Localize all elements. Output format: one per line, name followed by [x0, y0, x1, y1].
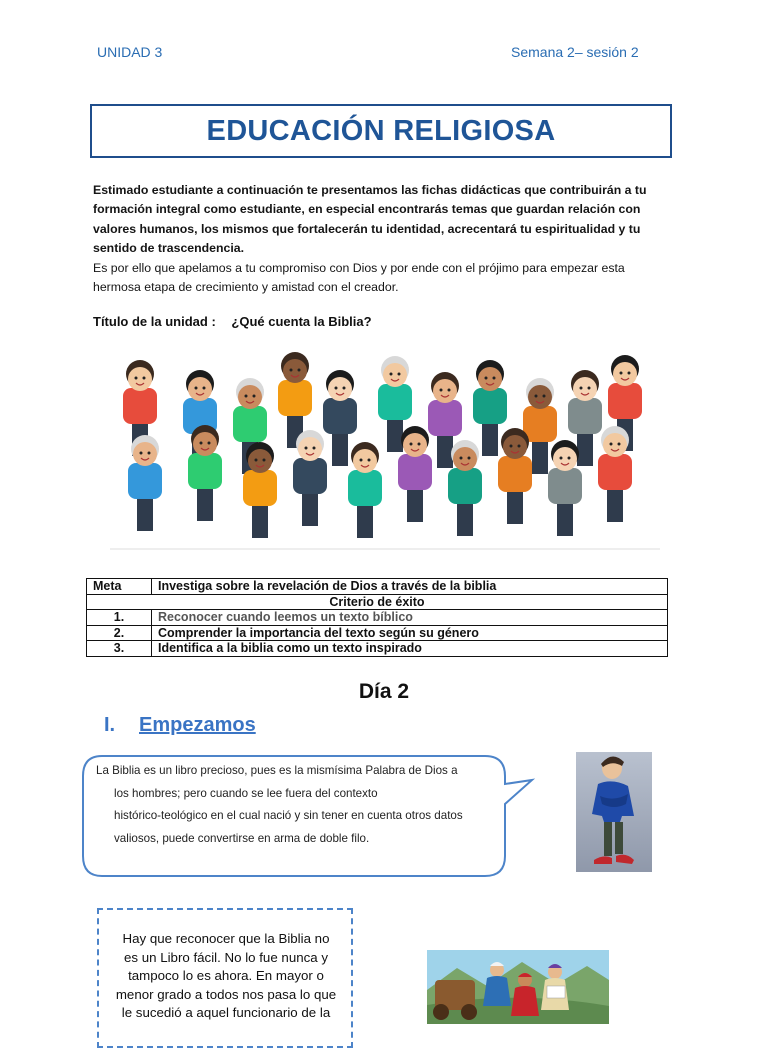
week-session-label: Semana 2– sesión 2: [511, 44, 639, 60]
table-row: [87, 641, 668, 657]
people-group-illustration: [110, 338, 660, 553]
criteria-number: 3.: [87, 641, 152, 657]
bubble-line: histórico-teológico en el cual nació y sin tener en cuenta otros datos: [114, 809, 463, 822]
unit-title-value: ¿Qué cuenta la Biblia?: [231, 314, 372, 329]
dashed-box-line: menor grado a todos nos pasa lo que: [115, 986, 337, 1002]
boy-thinking-illustration: [576, 752, 652, 872]
meta-label-cell: Meta: [87, 579, 152, 595]
intro-normal-text: Es por ello que apelamos a tu compromiso con Dios y por ende con el prójimo para empezar esta hermosa etapa de crecimiento y amistad con el creador.: [93, 260, 625, 295]
criteria-text: Reconocer cuando leemos un texto bíblico: [152, 610, 668, 626]
bubble-line: valiosos, puede convertirse en arma de doble filo.: [114, 831, 370, 845]
criteria-text: Identifica a la biblia como un texto inspirado: [152, 641, 668, 657]
bubble-line: La Biblia es un libro precioso, pues es la mismísima Palabra de Dios a: [96, 764, 458, 777]
criteria-header-cell: Criterio de éxito: [87, 594, 668, 610]
page-title: EDUCACIÓN RELIGIOSA: [206, 114, 556, 147]
dashed-box-line: Hay que reconocer que la Biblia no: [122, 931, 330, 946]
dashed-box-line: tampoco lo es ahora. En mayor o: [128, 968, 324, 983]
dashed-box-line: es un Libro fácil. No lo fue nunca y: [123, 949, 328, 965]
criteria-number: 1.: [87, 610, 152, 626]
criteria-number: 2.: [87, 625, 152, 641]
unit-title-label: Título de la unidad :: [93, 314, 216, 329]
dashed-box-text: [104, 930, 348, 1023]
biblical-scene-illustration: [427, 950, 609, 1024]
table-row: [87, 625, 668, 641]
intro-paragraph: [93, 181, 663, 297]
table-row: [87, 610, 668, 626]
goal-criteria-table: [86, 578, 668, 657]
bubble-line: los hombres; pero cuando se lee fuera del contexto: [114, 786, 378, 800]
unit-label: UNIDAD 3: [97, 44, 163, 60]
section-number: I.: [104, 714, 116, 736]
meta-value-cell: Investiga sobre la revelación de Dios a través de la biblia: [152, 579, 668, 595]
unit-title: [93, 314, 372, 329]
criteria-text: Comprender la importancia del texto según su género: [152, 625, 668, 641]
table-row: [87, 579, 668, 595]
title-box: [90, 104, 672, 158]
table-row: [87, 594, 668, 610]
intro-bold-text: Estimado estudiante a continuación te presentamos las fichas didácticas que contribuirán a tu formación integral como estudiante, en especial encontrarás temas que guardan relación con valores humanos, los mismos que fortalecerán tu identidad, acrecentará tu espiritualidad y tu sentido de trascendencia.: [93, 183, 647, 256]
bubble-text: [96, 760, 491, 850]
dashed-box-line: le sucedió a aquel funcionario de la: [121, 1005, 331, 1020]
section-title: Empezamos: [139, 714, 256, 736]
day-title: Día 2: [358, 680, 410, 703]
